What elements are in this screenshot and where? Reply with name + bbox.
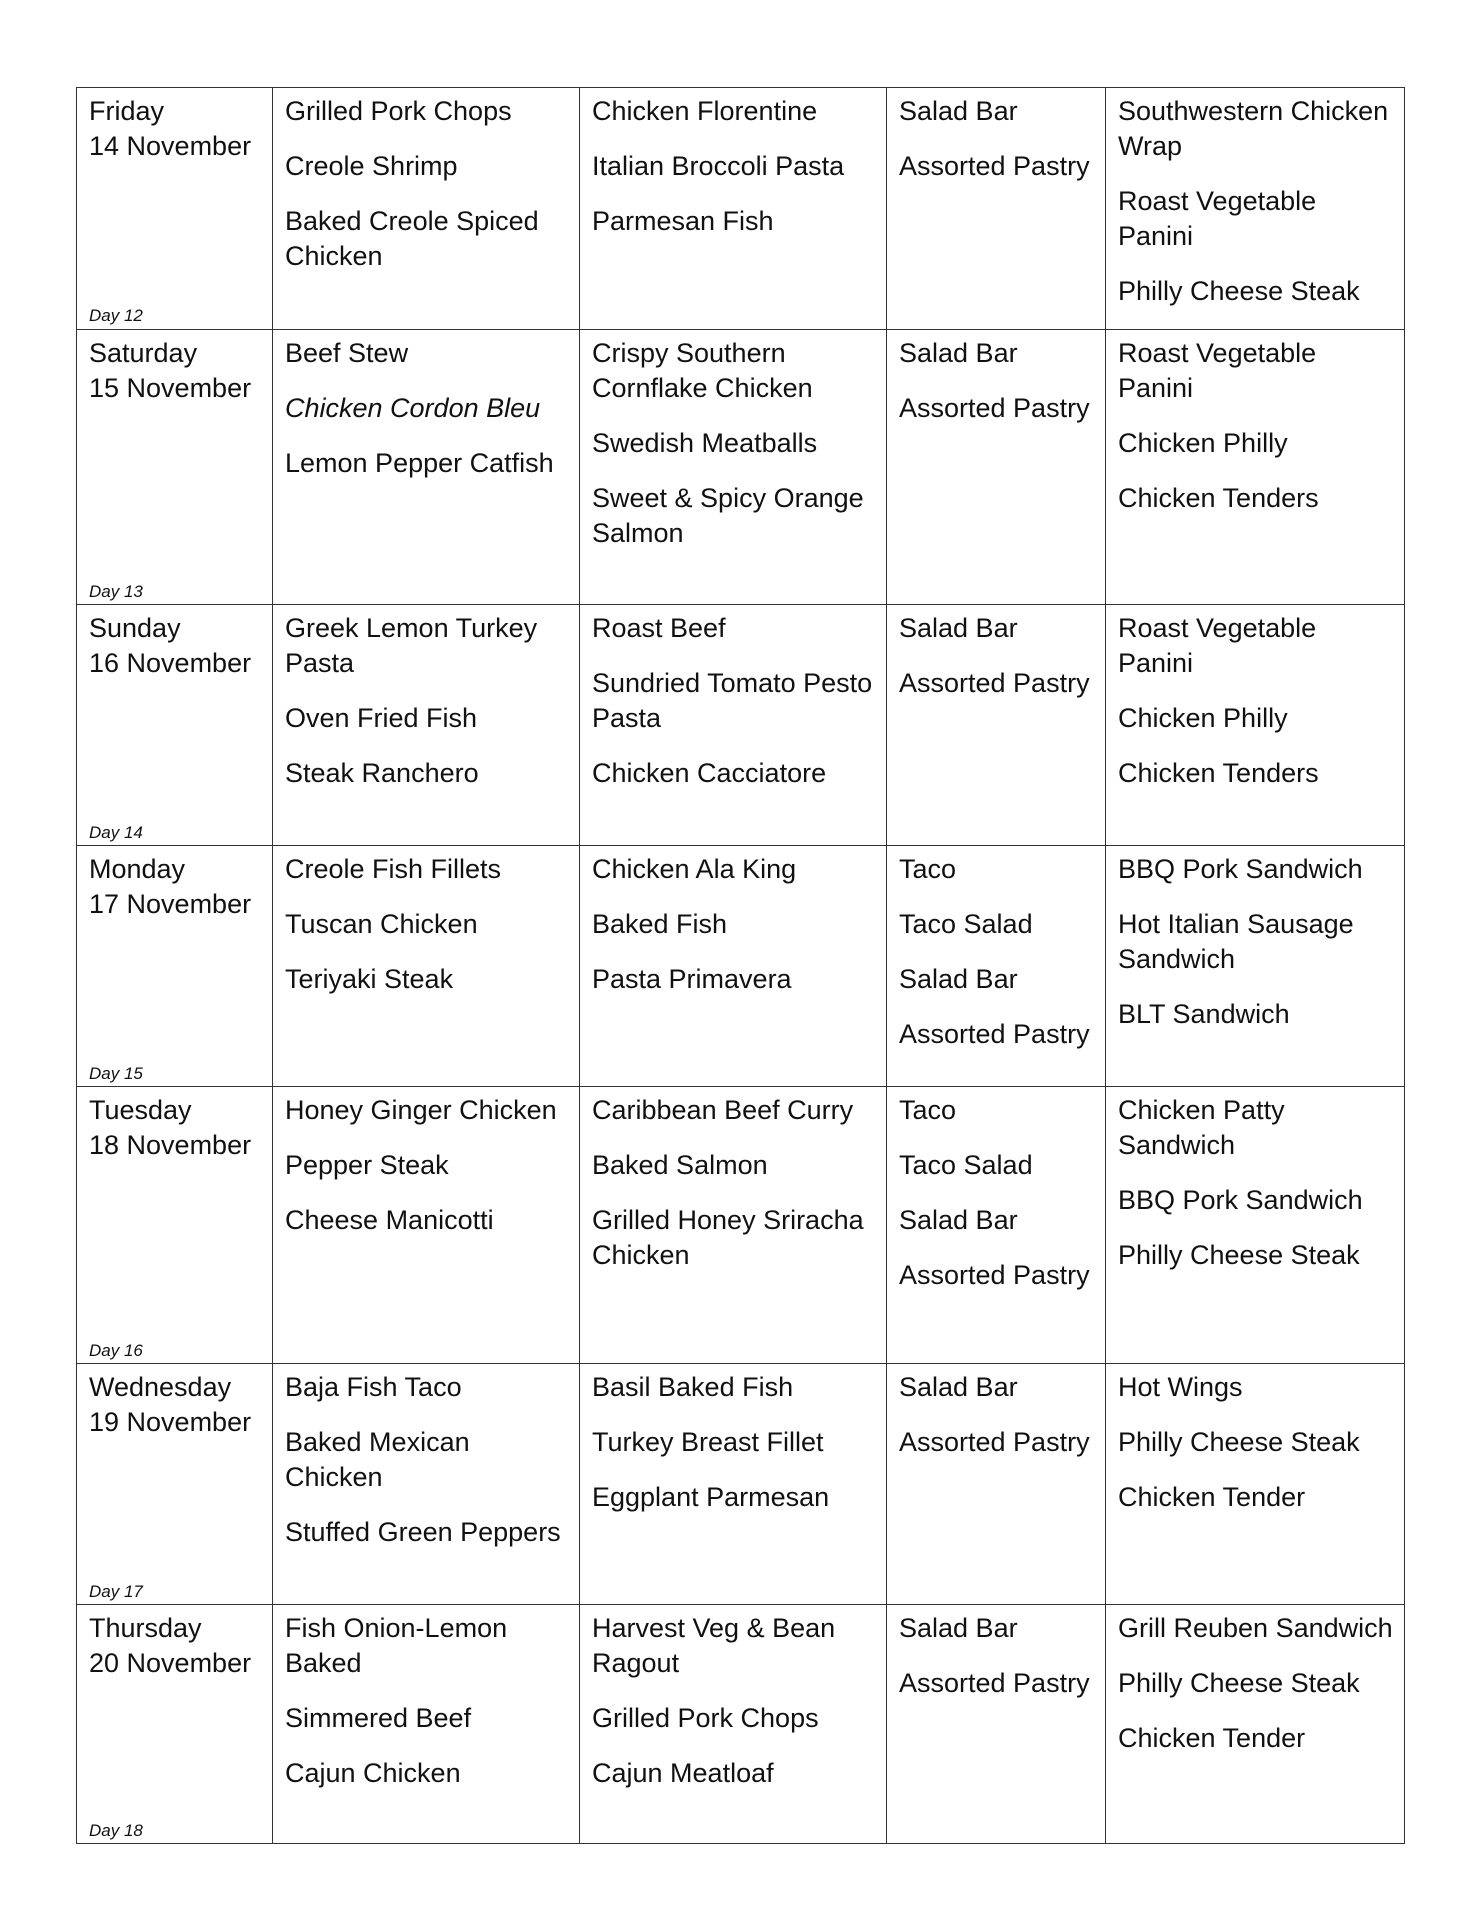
menu-cell <box>580 330 887 605</box>
menu-cell <box>1106 1364 1405 1605</box>
menu-row <box>77 605 1405 846</box>
date-text: 20 November <box>89 1648 252 1678</box>
menu-item: Baked Fish <box>592 909 728 939</box>
menu-item: Taco Salad <box>899 909 1033 939</box>
date-cell <box>77 330 273 605</box>
menu-item: Cajun Chicken <box>285 1758 461 1788</box>
menu-item: Chicken Tenders <box>1118 483 1319 513</box>
menu-cell <box>1106 88 1405 330</box>
menu-item: Chicken Cacciatore <box>592 758 827 788</box>
menu-item: Fish Onion-Lemon Baked <box>285 1613 508 1678</box>
menu-item: Chicken Philly <box>1118 703 1288 733</box>
menu-row <box>77 1364 1405 1605</box>
day-name: Thursday <box>89 1613 202 1643</box>
menu-item: BBQ Pork Sandwich <box>1118 854 1363 884</box>
menu-item: Italian Broccoli Pasta <box>592 151 845 181</box>
menu-item: Stuffed Green Peppers <box>285 1517 561 1547</box>
menu-cell <box>273 1605 580 1844</box>
menu-item: Pasta Primavera <box>592 964 792 994</box>
menu-cell <box>887 1364 1106 1605</box>
menu-item: Baja Fish Taco <box>285 1372 462 1402</box>
day-number-tag: Day 15 <box>89 1064 143 1083</box>
menu-item: Taco Salad <box>899 1150 1033 1180</box>
menu-item: Simmered Beef <box>285 1703 472 1733</box>
day-number-tag: Day 13 <box>89 582 143 601</box>
menu-item: Assorted Pastry <box>899 393 1090 423</box>
date-cell <box>77 1087 273 1364</box>
menu-item: Steak Ranchero <box>285 758 479 788</box>
menu-item: Baked Salmon <box>592 1150 768 1180</box>
menu-cell <box>273 330 580 605</box>
menu-cell <box>1106 605 1405 846</box>
menu-item: Grilled Honey Sriracha Chicken <box>592 1205 864 1270</box>
menu-item: Swedish Meatballs <box>592 428 818 458</box>
menu-item: Parmesan Fish <box>592 206 774 236</box>
menu-item: Hot Italian Sausage Sandwich <box>1118 909 1354 974</box>
menu-item: Oven Fried Fish <box>285 703 478 733</box>
menu-cell <box>887 846 1106 1087</box>
menu-cell <box>580 88 887 330</box>
menu-item: Beef Stew <box>285 338 409 368</box>
menu-item: Salad Bar <box>899 1613 1018 1643</box>
menu-item: Hot Wings <box>1118 1372 1243 1402</box>
menu-item: Turkey Breast Fillet <box>592 1427 824 1457</box>
menu-cell <box>580 1605 887 1844</box>
menu-cell <box>273 1364 580 1605</box>
date-cell <box>77 1364 273 1605</box>
day-name: Saturday <box>89 338 198 368</box>
menu-item: Chicken Patty Sandwich <box>1118 1095 1285 1160</box>
menu-item: Creole Shrimp <box>285 151 458 181</box>
day-name: Friday <box>89 96 165 126</box>
menu-cell <box>273 1087 580 1364</box>
date-text: 15 November <box>89 373 252 403</box>
date-text: 19 November <box>89 1407 252 1437</box>
date-cell <box>77 846 273 1087</box>
menu-item: Crispy Southern Cornflake Chicken <box>592 338 813 403</box>
menu-item: Chicken Cordon Bleu <box>285 393 541 423</box>
menu-item: Taco <box>899 854 957 884</box>
menu-item: Chicken Florentine <box>592 96 818 126</box>
menu-item: Chicken Philly <box>1118 428 1288 458</box>
menu-cell <box>273 846 580 1087</box>
menu-item: Salad Bar <box>899 1372 1018 1402</box>
menu-item: BBQ Pork Sandwich <box>1118 1185 1363 1215</box>
date-text: 14 November <box>89 131 252 161</box>
menu-item: Southwestern Chicken Wrap <box>1118 96 1389 161</box>
menu-item: Assorted Pastry <box>899 1668 1090 1698</box>
menu-item: Chicken Ala King <box>592 854 797 884</box>
menu-item: Assorted Pastry <box>899 151 1090 181</box>
day-number-tag: Day 16 <box>89 1341 143 1360</box>
menu-item: Sweet & Spicy Orange Salmon <box>592 483 864 548</box>
date-text: 17 November <box>89 889 252 919</box>
menu-item: Assorted Pastry <box>899 1019 1090 1049</box>
menu-item: Philly Cheese Steak <box>1118 1240 1360 1270</box>
menu-item: Sundried Tomato Pesto Pasta <box>592 668 873 733</box>
day-number-tag: Day 18 <box>89 1821 143 1840</box>
menu-item: Salad Bar <box>899 96 1018 126</box>
menu-item: Roast Vegetable Panini <box>1118 613 1317 678</box>
menu-item: Eggplant Parmesan <box>592 1482 830 1512</box>
menu-item: Cajun Meatloaf <box>592 1758 774 1788</box>
menu-item: Grilled Pork Chops <box>592 1703 819 1733</box>
day-number-tag: Day 17 <box>89 1582 143 1601</box>
date-cell <box>77 1605 273 1844</box>
menu-cell <box>887 330 1106 605</box>
menu-row <box>77 1087 1405 1364</box>
menu-item: Taco <box>899 1095 957 1125</box>
day-number-tag: Day 12 <box>89 306 143 325</box>
menu-item: Salad Bar <box>899 964 1018 994</box>
menu-cell <box>1106 846 1405 1087</box>
date-text: 18 November <box>89 1130 252 1160</box>
menu-cell <box>580 1087 887 1364</box>
menu-item: BLT Sandwich <box>1118 999 1290 1029</box>
menu-item: Harvest Veg & Bean Ragout <box>592 1613 836 1678</box>
menu-cell <box>1106 1087 1405 1364</box>
menu-cell <box>887 1605 1106 1844</box>
menu-item: Chicken Tender <box>1118 1723 1306 1753</box>
date-cell <box>77 88 273 330</box>
menu-cell <box>887 1087 1106 1364</box>
menu-cell <box>273 605 580 846</box>
date-text: 16 November <box>89 648 252 678</box>
menu-item: Assorted Pastry <box>899 1260 1090 1290</box>
menu-item: Philly Cheese Steak <box>1118 276 1360 306</box>
menu-row <box>77 330 1405 605</box>
menu-item: Salad Bar <box>899 613 1018 643</box>
menu-item: Assorted Pastry <box>899 1427 1090 1457</box>
menu-item: Roast Vegetable Panini <box>1118 186 1317 251</box>
menu-item: Roast Beef <box>592 613 726 643</box>
menu-row <box>77 88 1405 330</box>
menu-item: Greek Lemon Turkey Pasta <box>285 613 538 678</box>
menu-cell <box>580 846 887 1087</box>
menu-item: Cheese Manicotti <box>285 1205 494 1235</box>
day-name: Sunday <box>89 613 181 643</box>
menu-item: Chicken Tenders <box>1118 758 1319 788</box>
menu-item: Tuscan Chicken <box>285 909 478 939</box>
menu-item: Salad Bar <box>899 1205 1018 1235</box>
menu-item: Chicken Tender <box>1118 1482 1306 1512</box>
menu-cell <box>1106 1605 1405 1844</box>
menu-item: Honey Ginger Chicken <box>285 1095 557 1125</box>
menu-item: Basil Baked Fish <box>592 1372 794 1402</box>
menu-cell <box>580 1364 887 1605</box>
menu-item: Roast Vegetable Panini <box>1118 338 1317 403</box>
date-cell <box>77 605 273 846</box>
menu-table <box>76 87 1405 1844</box>
menu-cell <box>887 88 1106 330</box>
menu-item: Grilled Pork Chops <box>285 96 512 126</box>
menu-row <box>77 846 1405 1087</box>
menu-item: Salad Bar <box>899 338 1018 368</box>
menu-item: Lemon Pepper Catfish <box>285 448 554 478</box>
menu-row <box>77 1605 1405 1844</box>
menu-item: Pepper Steak <box>285 1150 449 1180</box>
menu-item: Philly Cheese Steak <box>1118 1668 1360 1698</box>
menu-item: Philly Cheese Steak <box>1118 1427 1360 1457</box>
menu-item: Grill Reuben Sandwich <box>1118 1613 1393 1643</box>
day-number-tag: Day 14 <box>89 823 143 842</box>
day-name: Tuesday <box>89 1095 192 1125</box>
day-name: Monday <box>89 854 186 884</box>
menu-cell <box>887 605 1106 846</box>
menu-item: Caribbean Beef Curry <box>592 1095 854 1125</box>
menu-cell <box>1106 330 1405 605</box>
menu-cell <box>580 605 887 846</box>
menu-cell <box>273 88 580 330</box>
menu-item: Creole Fish Fillets <box>285 854 502 884</box>
menu-item: Baked Creole Spiced Chicken <box>285 206 539 271</box>
menu-item: Assorted Pastry <box>899 668 1090 698</box>
day-name: Wednesday <box>89 1372 232 1402</box>
menu-item: Teriyaki Steak <box>285 964 454 994</box>
menu-item: Baked Mexican Chicken <box>285 1427 470 1492</box>
menu-table-body <box>77 88 1405 1844</box>
